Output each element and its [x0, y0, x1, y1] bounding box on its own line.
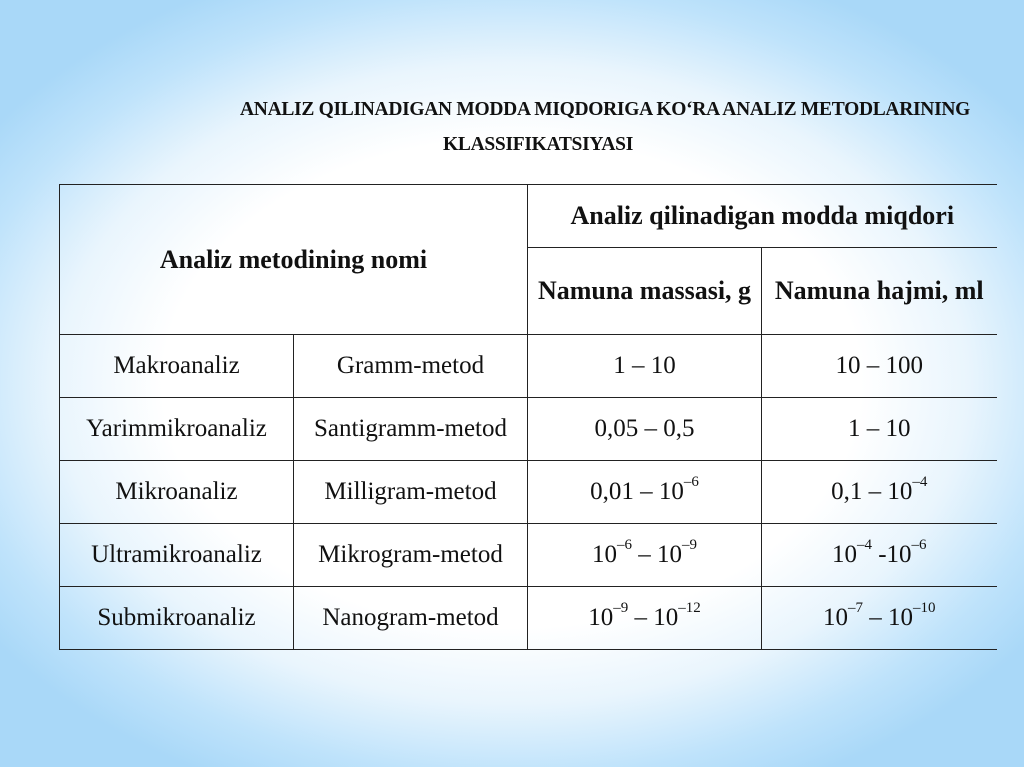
range-end-exponent: –6 [683, 474, 699, 490]
range-separator: – [863, 604, 888, 631]
range-end: 10 [657, 541, 682, 568]
range-end: 10 [650, 352, 676, 379]
range-start: 10 [835, 352, 861, 379]
analysis-name-cell: Makroanaliz [60, 335, 294, 398]
range-separator: – [860, 352, 886, 379]
range-end: 10 [888, 604, 913, 631]
analysis-name-cell: Ultramikroanaliz [60, 524, 294, 587]
range-end: 10 [658, 478, 684, 505]
range-separator: – [632, 541, 657, 568]
header-amount-group: Analiz qilinadigan modda miqdori [528, 185, 997, 248]
range-separator: – [862, 478, 888, 505]
range-separator: – [628, 604, 654, 631]
range-start: 1 [613, 352, 626, 379]
range-end-exponent: –4 [912, 474, 928, 490]
range-start: 0,1 [831, 478, 863, 505]
range-end: 10 [886, 541, 912, 568]
method-name-cell: Milligram-metod [294, 461, 528, 524]
classification-table [59, 184, 997, 650]
range-separator: – [638, 415, 664, 442]
method-name-cell: Mikrogram-metod [294, 524, 528, 587]
range-separator: – [633, 478, 659, 505]
sample-mass-cell [528, 335, 762, 398]
table-row [60, 524, 997, 587]
table-row [60, 398, 997, 461]
method-name-cell: Nanogram-metod [294, 587, 528, 650]
range-end: 10 [887, 478, 913, 505]
analysis-name-cell: Submikroanaliz [60, 587, 294, 650]
slide-title-line-2: KLASSIFIKATSIYASI [443, 134, 633, 155]
range-start-exponent: –4 [856, 537, 872, 553]
range-end: 100 [885, 352, 923, 379]
method-name-cell: Gramm-metod [294, 335, 528, 398]
table-row [60, 461, 997, 524]
sample-mass-cell [528, 524, 762, 587]
header-method-name: Analiz metodining nomi [60, 185, 528, 335]
analysis-name-cell: Mikroanaliz [60, 461, 294, 524]
range-start-exponent: –9 [613, 600, 629, 616]
sample-volume-cell [762, 335, 997, 398]
range-end: 10 [653, 604, 679, 631]
sample-volume-cell [762, 398, 997, 461]
sample-mass-cell [528, 461, 762, 524]
range-start: 10 [588, 604, 614, 631]
slide-title-line-1: ANALIZ QILINADIGAN MODDA MIQDORIGA KO‘RA ANALIZ METODLARINING [240, 99, 971, 120]
header-volume-column: Namuna hajmi, ml [762, 248, 997, 335]
sample-mass-cell [528, 398, 762, 461]
range-end-exponent: –9 [682, 537, 697, 553]
sample-volume-cell [762, 587, 997, 650]
range-start-exponent: –6 [617, 537, 632, 553]
range-start-exponent: –7 [848, 600, 863, 616]
table-row [60, 587, 997, 650]
range-end-exponent: –6 [911, 537, 927, 553]
range-start: 1 [848, 415, 861, 442]
table-header-row-1 [60, 185, 997, 248]
sample-volume-cell [762, 524, 997, 587]
range-end: 10 [885, 415, 911, 442]
range-start: 0,01 [590, 478, 634, 505]
sample-volume-cell [762, 461, 997, 524]
range-separator: - [871, 541, 887, 568]
range-start: 10 [831, 541, 857, 568]
sample-mass-cell [528, 587, 762, 650]
analysis-name-cell: Yarimmikroanaliz [60, 398, 294, 461]
range-start: 10 [592, 541, 617, 568]
method-name-cell: Santigramm-metod [294, 398, 528, 461]
header-mass-column: Namuna massasi, g [528, 248, 762, 335]
range-separator: – [860, 415, 886, 442]
range-separator: – [625, 352, 651, 379]
slide-title [60, 92, 996, 162]
range-end-exponent: –12 [678, 600, 701, 616]
range-end: 0,5 [663, 415, 695, 442]
table-row [60, 335, 997, 398]
range-start: 10 [823, 604, 848, 631]
range-start: 0,05 [594, 415, 639, 442]
range-end-exponent: –10 [913, 600, 936, 616]
